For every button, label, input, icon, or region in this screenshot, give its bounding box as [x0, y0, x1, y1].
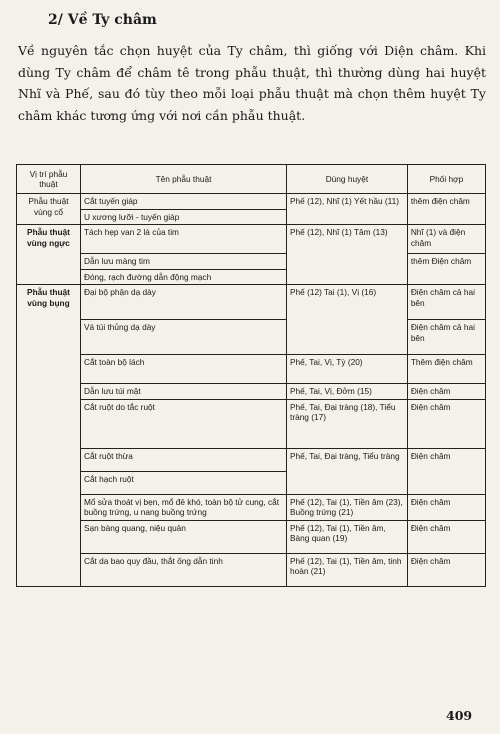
region-abdomen: Phẫu thuật vùng bụng [17, 285, 81, 587]
combo-cell: Điện châm [407, 520, 485, 553]
table-row [17, 553, 486, 586]
points-cell: Phế, Tai, Đại tràng (18), Tiểu tràng (17) [287, 399, 408, 448]
combo-cell: Điện châm cả hai bên [407, 320, 485, 355]
combo-cell: Điện châm cả hai bên [407, 285, 485, 320]
table-row [17, 448, 486, 471]
page-number: 409 [446, 708, 473, 723]
header-procedure: Tên phẫu thuật [80, 165, 286, 194]
table-row [17, 384, 486, 400]
acupuncture-table [16, 164, 486, 587]
table-header-row [17, 165, 486, 194]
procedure-cell: Tách hẹp van 2 lá của tim [80, 225, 286, 254]
procedure-cell: Cắt toàn bộ lách [80, 355, 286, 384]
table-row [17, 254, 486, 270]
table-row [17, 494, 486, 520]
table-row [17, 399, 486, 448]
combo-cell: Điện châm [407, 553, 485, 586]
table-row [17, 285, 486, 320]
points-cell: Phế, Tai, Vị, Đởm (15) [287, 384, 408, 400]
points-cell: Phế (12), Tai (1), Tiền âm, tinh hoàn (21) [287, 553, 408, 586]
points-cell: Phế, Tai, Đại tràng, Tiểu tràng [287, 448, 408, 494]
procedure-cell: Cắt tuyến giáp [80, 194, 286, 210]
procedure-cell: Dẫn lưu túi mật [80, 384, 286, 400]
region-neck: Phẫu thuật vùng cổ [17, 194, 81, 225]
combo-cell: Điện châm [407, 494, 485, 520]
points-cell: Phế (12), Tai (1), Tiền âm (23), Buồng trứng (21) [287, 494, 408, 520]
intro-paragraph: Về nguyên tắc chọn huyệt của Ty châm, thì giống với Diện châm. Khi dùng Ty châm để châm tê trong phẫu thuật, thì thường dùng hai huyệt Nhĩ và Phế, sau đó tùy theo mỗi loại phẫu thuật mà chọn thêm huyệt Ty châm khác tương ứng với nơi cần phẫu thuật. [18, 43, 486, 123]
header-points: Dùng huyệt [287, 165, 408, 194]
combo-cell: thêm điện châm [407, 194, 485, 225]
combo-cell: Nhĩ (1) và điện châm [407, 225, 485, 254]
procedure-cell: Cắt hạch ruột [80, 471, 286, 494]
table-row [17, 194, 486, 210]
procedure-cell: Đại bộ phận dạ dày [80, 285, 286, 320]
section-heading: 2/ Về Ty châm [48, 12, 157, 28]
points-cell: Phế, Tai, Vị, Tỳ (20) [287, 355, 408, 384]
procedure-cell: Sạn bàng quang, niệu quản [80, 520, 286, 553]
header-combo: Phối hợp [407, 165, 485, 194]
points-cell: Phế (12) Tai (1), Vị (16) [287, 285, 408, 355]
points-cell: Phế (12), Tai (1), Tiền âm, Bàng quan (19) [287, 520, 408, 553]
procedure-cell: U xương lưỡi - tuyến giáp [80, 209, 286, 225]
region-chest: Phẫu thuật vùng ngực [17, 225, 81, 285]
combo-cell: Điện châm [407, 448, 485, 494]
procedure-cell: Cắt ruột do tắc ruột [80, 399, 286, 448]
combo-cell: Điện châm [407, 384, 485, 400]
procedure-cell: Cắt da bao quy đầu, thắt ống dẫn tinh [80, 553, 286, 586]
table-row [17, 225, 486, 254]
combo-cell: thêm Điện châm [407, 254, 485, 285]
table-row [17, 320, 486, 355]
points-cell: Phế (12), Nhĩ (1) Yết hầu (11) [287, 194, 408, 225]
points-cell: Phế (12), Nhĩ (1) Tâm (13) [287, 225, 408, 285]
procedure-cell: Vá túi thủng dạ dày [80, 320, 286, 355]
procedure-cell: Mổ sửa thoát vị bẹn, mổ đẻ khó, toàn bộ tử cung, cắt buồng trứng, u nang buồng trứng [80, 494, 286, 520]
procedure-cell: Đóng, rạch đường dẫn động mạch [80, 269, 286, 285]
procedure-cell: Cắt ruột thừa [80, 448, 286, 471]
combo-cell: Thêm điện châm [407, 355, 485, 384]
table-row [17, 520, 486, 553]
header-region: Vị trí phẫu thuật [17, 165, 81, 194]
combo-cell: Điện châm [407, 399, 485, 448]
procedure-cell: Dẫn lưu màng tim [80, 254, 286, 270]
table-row [17, 355, 486, 384]
